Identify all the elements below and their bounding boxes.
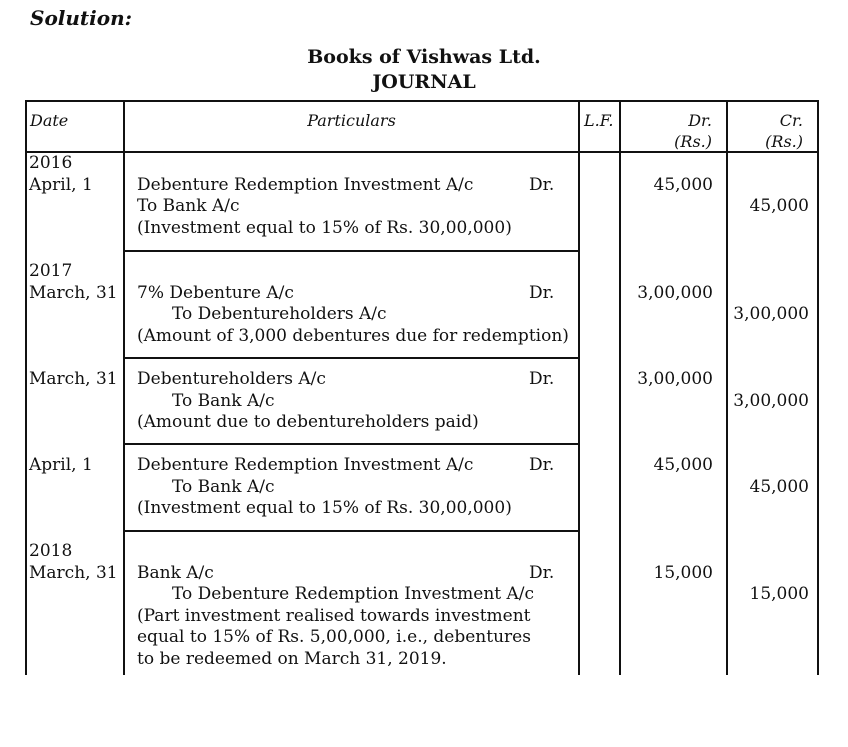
narration-line: (Amount of 3,000 debentures due for redemption) (137, 325, 569, 346)
entry-separator (123, 357, 579, 359)
credit-amount: 45,000 (749, 476, 809, 497)
entry-date: April, 1 (29, 455, 93, 475)
solution-heading: Solution: (30, 6, 133, 30)
credit-account: To Debenture Redemption Investment A/c (172, 584, 535, 604)
header-lf: L.F. (584, 111, 614, 130)
debit-account: Debenture Redemption Investment A/c (137, 455, 474, 475)
entry-date: March, 31 (29, 369, 118, 389)
credit-amount: 45,000 (749, 196, 809, 216)
journal-title: JOURNAL (372, 71, 476, 93)
entry-year: 2017 (29, 261, 73, 281)
credit-amount: 15,000 (749, 584, 809, 604)
narration-line: (Investment equal to 15% of Rs. 30,00,000) (137, 498, 512, 518)
dr-mark: Dr. (529, 369, 555, 389)
header-cr-unit: (Rs.) (765, 132, 803, 151)
credit-account: To Bank A/c (137, 196, 240, 216)
lf-column-left-border (578, 100, 580, 675)
header-dr-unit: (Rs.) (674, 132, 712, 151)
debit-account: Debentureholders A/c (137, 369, 326, 389)
debit-account: Bank A/c (137, 562, 214, 583)
entry-year: 2016 (29, 153, 73, 173)
header-date: Date (30, 111, 69, 130)
entry-separator (123, 530, 579, 532)
entry-year: 2018 (29, 541, 73, 561)
header-dr: Dr. (688, 111, 712, 130)
date-column-left-border (25, 100, 27, 675)
header-particulars: Particulars (307, 111, 396, 130)
particulars-column-left-border (123, 100, 125, 675)
table-top-border (25, 100, 818, 102)
dr-mark: Dr. (529, 562, 555, 583)
header-cr: Cr. (779, 111, 803, 130)
entry-date: April, 1 (29, 174, 93, 195)
narration-line: to be redeemed on March 31, 2019. (137, 648, 447, 669)
entry-separator (123, 443, 579, 445)
credit-amount: 3,00,000 (733, 390, 809, 411)
dr-mark: Dr. (529, 174, 555, 195)
credit-account: To Bank A/c (172, 476, 275, 497)
debit-account: Debenture Redemption Investment A/c (137, 174, 474, 195)
narration-line: equal to 15% of Rs. 5,00,000, i.e., debentures (137, 627, 531, 647)
debit-amount: 3,00,000 (637, 369, 713, 389)
credit-account: To Bank A/c (172, 390, 275, 411)
narration-line: (Amount due to debentureholders paid) (137, 412, 479, 432)
dr-mark: Dr. (529, 455, 555, 475)
debit-amount: 45,000 (653, 455, 713, 475)
entry-date: March, 31 (29, 282, 118, 303)
debit-amount: 3,00,000 (637, 282, 713, 303)
debit-amount: 15,000 (653, 562, 713, 583)
debit-account: 7% Debenture A/c (137, 282, 294, 303)
dr-mark: Dr. (529, 282, 555, 303)
book-title: Books of Vishwas Ltd. (307, 46, 541, 68)
entry-date: March, 31 (29, 562, 118, 583)
narration-line: (Part investment realised towards investment (137, 605, 531, 626)
table-right-border (817, 100, 819, 675)
credit-account: To Debentureholders A/c (172, 304, 387, 324)
narration-line: (Investment equal to 15% of Rs. 30,00,000) (137, 217, 512, 238)
debit-amount: 45,000 (653, 174, 713, 195)
credit-amount: 3,00,000 (733, 304, 809, 324)
entry-separator (123, 250, 579, 252)
